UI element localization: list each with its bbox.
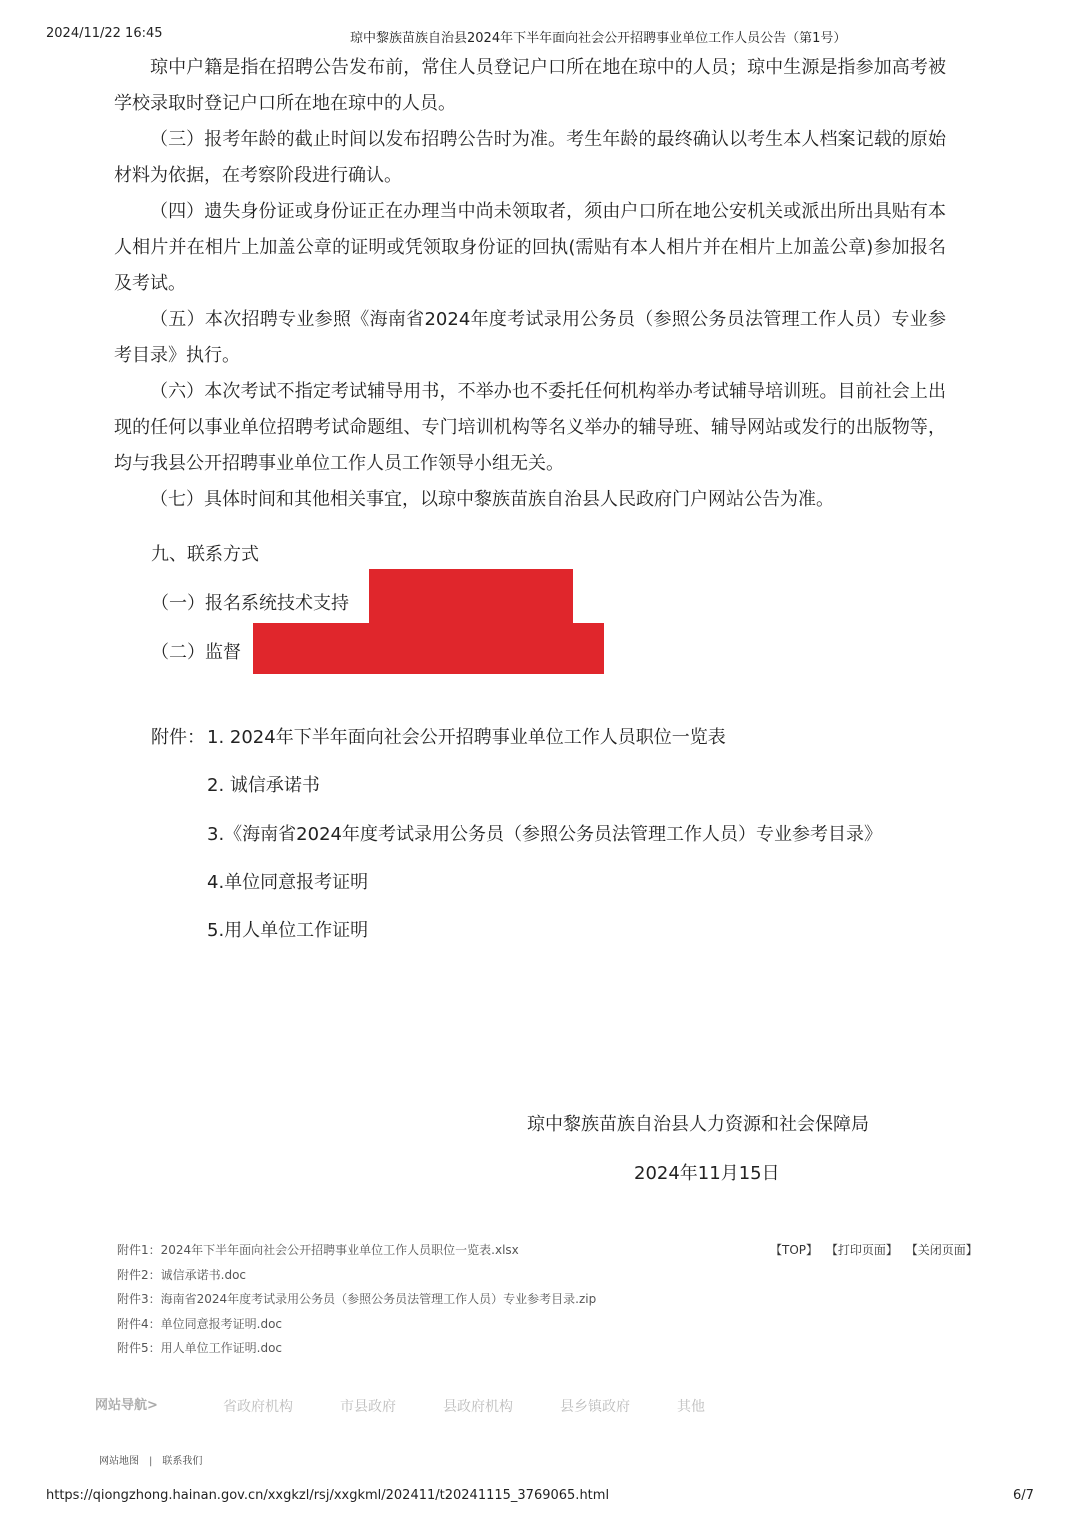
paragraph-final-notice: （七）具体时间和其他相关事宜，以琼中黎族苗族自治县人民政府门户网站公告为准。 xyxy=(150,489,834,510)
print-footer-url: https://qiongzhong.hainan.gov.cn/xxgkzl/rsj/xxgkml/202411/t20241115_3769065.html xyxy=(46,1488,610,1503)
print-datetime: 2024/11/22 16:45 xyxy=(46,26,163,41)
print-page-title: 琼中黎族苗族自治县2024年下半年面向社会公开招聘事业单位工作人员公告（第1号） xyxy=(350,31,847,46)
attachment-link-4[interactable]: 单位同意报考证明.doc xyxy=(160,1316,283,1331)
attachment-item-2: 2. 诚信承诺书 xyxy=(207,775,320,796)
paragraph-no-tutoring: （六）本次考试不指定考试辅导用书，不举办也不委托任何机构举办考试辅导培训班。目前社会上出现的任何以事业单位招聘考试命题组、专门培训机构等名义举办的辅导班、辅导网站或发行的出版物等，均与我县公开招聘事业单位工作人员工作领导小组无关。 xyxy=(114,381,946,474)
attachment-item-1: 1. 2024年下半年面向社会公开招聘事业单位工作人员职位一览表 xyxy=(207,727,726,748)
site-nav-item-county-agencies[interactable]: 县政府机构 xyxy=(443,1399,513,1415)
paragraph-residency: 琼中户籍是指在招聘公告发布前，常住人员登记户口所在地在琼中的人员；琼中生源是指参加高考被学校录取时登记户口所在地在琼中的人员。 xyxy=(114,57,946,114)
top-button[interactable]: 【TOP】 xyxy=(770,1243,819,1257)
attachment-link-label: 附件4： xyxy=(117,1316,161,1331)
announcement-body xyxy=(114,50,946,518)
attachment-link-1[interactable]: 2024年下半年面向社会公开招聘事业单位工作人员职位一览表.xlsx xyxy=(160,1243,519,1257)
contact-heading: 九、联系方式 xyxy=(151,544,259,565)
signature-date: 2024年11月15日 xyxy=(634,1163,780,1184)
site-nav-item-city-county[interactable]: 市县政府 xyxy=(340,1399,396,1415)
attachment-link-row xyxy=(117,1287,596,1312)
attachment-link-row xyxy=(117,1238,596,1263)
paragraph-id-card: （四）遗失身份证或身份证正在办理当中尚未领取者，须由户口所在地公安机关或派出所出具贴有本人相片并在相片上加盖公章的证明或凭领取身份证的回执(需贴有本人相片并在相片上加盖公章)参加报名及考试。 xyxy=(114,201,946,294)
attachment-links xyxy=(117,1238,596,1361)
attachment-link-row xyxy=(117,1263,596,1288)
attachment-link-label: 附件1： xyxy=(117,1243,161,1257)
site-nav-item-provincial[interactable]: 省政府机构 xyxy=(223,1399,293,1415)
footer-separator: | xyxy=(149,1456,153,1467)
signature-organization: 琼中黎族苗族自治县人力资源和社会保障局 xyxy=(527,1114,869,1135)
print-page-number: 6/7 xyxy=(1013,1488,1034,1503)
print-page-button[interactable]: 【打印页面】 xyxy=(825,1243,898,1257)
paragraph-age: （三）报考年龄的截止时间以发布招聘公告时为准。考生年龄的最终确认以考生本人档案记载的原始材料为依据，在考察阶段进行确认。 xyxy=(114,129,946,186)
site-nav-item-other[interactable]: 其他 xyxy=(677,1399,705,1415)
site-nav-heading: 网站导航> xyxy=(95,1398,158,1413)
footer-links xyxy=(99,1452,202,1467)
attachment-link-row xyxy=(117,1312,596,1337)
attachments-label: 附件： xyxy=(151,727,205,748)
contact-us-link[interactable]: 联系我们 xyxy=(162,1456,203,1467)
attachment-link-row xyxy=(117,1336,596,1361)
site-nav-item-townships[interactable]: 县乡镇政府 xyxy=(560,1399,630,1415)
attachment-link-label: 附件5： xyxy=(117,1341,161,1355)
attachment-link-label: 附件3： xyxy=(117,1292,161,1306)
attachment-link-label: 附件2： xyxy=(117,1267,161,1282)
attachment-item-5: 5.用人单位工作证明 xyxy=(207,920,369,941)
sitemap-link[interactable]: 网站地图 xyxy=(99,1456,139,1467)
attachment-link-5[interactable]: 用人单位工作证明.doc xyxy=(160,1341,283,1355)
attachment-item-4: 4.单位同意报考证明 xyxy=(207,872,369,893)
attachment-link-3[interactable]: 海南省2024年度考试录用公务员（参照公务员法管理工作人员）专业参考目录.zip xyxy=(160,1292,597,1306)
close-page-button[interactable]: 【关闭页面】 xyxy=(905,1243,978,1257)
contact-tech-support: （一）报名系统技术支持 xyxy=(151,593,349,614)
attachment-link-2[interactable]: 诚信承诺书.doc xyxy=(160,1267,247,1282)
contact-supervision: （二）监督 xyxy=(151,642,241,663)
paragraph-major-catalog: （五）本次招聘专业参照《海南省2024年度考试录用公务员（参照公务员法管理工作人员）专业参考目录》执行。 xyxy=(114,309,946,366)
redaction-block-supervision xyxy=(253,623,604,674)
attachment-item-3: 3.《海南省2024年度考试录用公务员（参照公务员法管理工作人员）专业参考目录》 xyxy=(207,824,882,845)
redaction-block-tech-support xyxy=(369,569,573,625)
page-actions xyxy=(770,1238,982,1262)
